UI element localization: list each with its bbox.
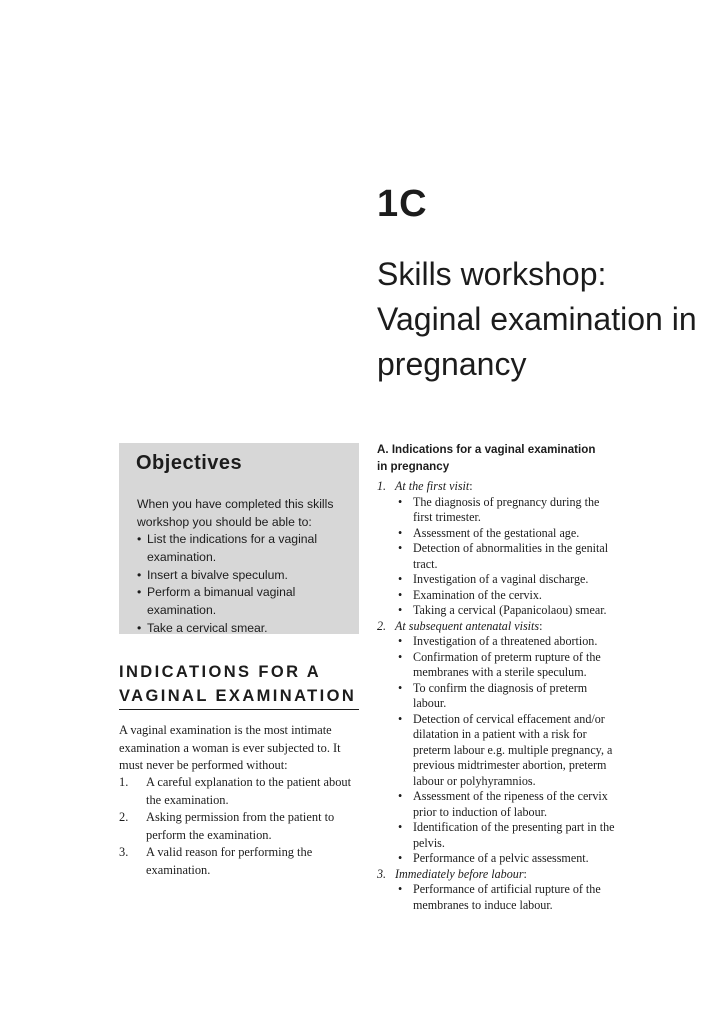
objectives-title: Objectives [136,452,243,474]
bullet-icon: • [398,587,403,602]
bullet-icon: • [398,494,403,509]
bullet-icon: • [137,585,142,600]
list-item: • Identification of the presenting part in the pelvis. [398,820,615,850]
subsection-heading: A. Indications for a vaginal examination in pregnancy [377,443,596,473]
bullet-icon: • [398,572,403,586]
bullet-icon: • [137,532,142,546]
section-heading: INDICATIONS FOR A VAGINAL EXAMINATION [119,663,357,705]
sub-list [395,634,617,867]
bullet-icon: • [398,634,403,648]
objectives-intro: When you have completed this skills workshop you should be able to: [137,497,334,529]
list-item: • Confirmation of preterm rupture of the membranes with a sterile speculum. [398,649,601,679]
bullet-icon: • [398,882,403,896]
list-item: • Detection of abnormalities in the genital tract. [398,541,609,571]
list-item: • Assessment of the ripeness of the cervix prior to induction of labour. [398,789,608,819]
chapter-number: 1C [377,183,428,225]
list-item: • Examination of the cervix. [398,587,542,602]
list-item: • The diagnosis of pregnancy during the first trimester. [398,494,600,524]
bullet-icon: • [137,567,142,582]
list-item: • Investigation of a threatened abortion. [398,634,598,648]
list-item: • Detection of cervical effacement and/or dilatation in a patient with a risk for preterm labour e.g. multiple pregnancy, a previous midtrimester abortion, preterm labour or polyhyramnios. [398,711,613,788]
bullet-icon: • [398,711,403,726]
objectives-list [137,531,352,638]
bullet-icon: • [398,541,403,555]
sub-list [395,882,617,913]
bullet-icon: • [398,851,403,865]
list-item: 3. A valid reason for performing the examination. [119,845,313,877]
group-label: Immediately before labour [395,866,524,881]
section-divider [119,709,359,710]
bullet-icon: • [398,603,403,617]
group-label: At subsequent antenatal visits [395,618,540,633]
objectives-item: • Insert a bivalve speculum. [137,567,352,585]
bullet-icon: • [398,649,403,664]
objectives-item: • Take a cervical smear. [137,620,352,638]
list-item: • Performance of a pelvic assessment. [398,851,589,865]
sub-list [395,495,617,619]
list-item: 1. A careful explanation to the patient about the examination. [119,775,352,807]
list-item: • Taking a cervical (Papanicolaou) smear. [398,603,607,617]
bullet-icon: • [398,820,403,834]
indication-group: 1. At the first visit: • The diagnosis of pregnancy during the first trimester. • Assessment of the gestational age. • Detection of abnormalities in the genital tract. • Investigation of a vaginal discharge. • Examination of the cervix. • Taking a cervical (Papanicolaou) smear. [377,479,617,619]
objectives-item: • Perform a bimanual vaginal examination. [137,585,296,618]
list-item: 2. Asking permission from the patient to perform the examination. [119,810,335,842]
requirements-list [119,774,359,880]
intro-paragraph: A vaginal examination is the most intimate examination a woman is ever subjected to. It must never be performed without: [119,723,341,773]
list-item: • To confirm the diagnosis of preterm labour. [398,680,588,710]
indication-group: 3. Immediately before labour: • Performance of artificial rupture of the membranes to induce labour. [377,867,617,914]
objectives-box [119,443,359,634]
group-label: At the first visit [395,479,470,493]
chapter-title: Skills workshop: Vaginal examination in pregnancy [377,256,697,382]
list-item: • Performance of artificial rupture of the membranes to induce labour. [398,882,601,912]
indication-group: 2. At subsequent antenatal visits: • Investigation of a threatened abortion. • Confirmation of preterm rupture of the membranes with a sterile speculum. • To confirm the diagnosis of preterm labour. • Detection of cervical effacement and/or dilatation in a patient with a risk for preterm labour e.g. multiple pregnancy, a previous midtrimester abortion, preterm labour or polyhyramnios. • Assessment of the ripeness of the cervix prior to induction of labour. • Identification of the presenting part in the pelvis. • Performance of a pelvic assessment. [377,619,617,867]
list-item: • Investigation of a vaginal discharge. [398,572,589,586]
bullet-icon: • [137,620,142,635]
list-item: • Assessment of the gestational age. [398,525,580,540]
bullet-icon: • [398,789,403,803]
objectives-item: • List the indications for a vaginal examination. [137,532,318,564]
bullet-icon: • [398,680,403,695]
bullet-icon: • [398,525,403,540]
indications-list [377,479,617,913]
